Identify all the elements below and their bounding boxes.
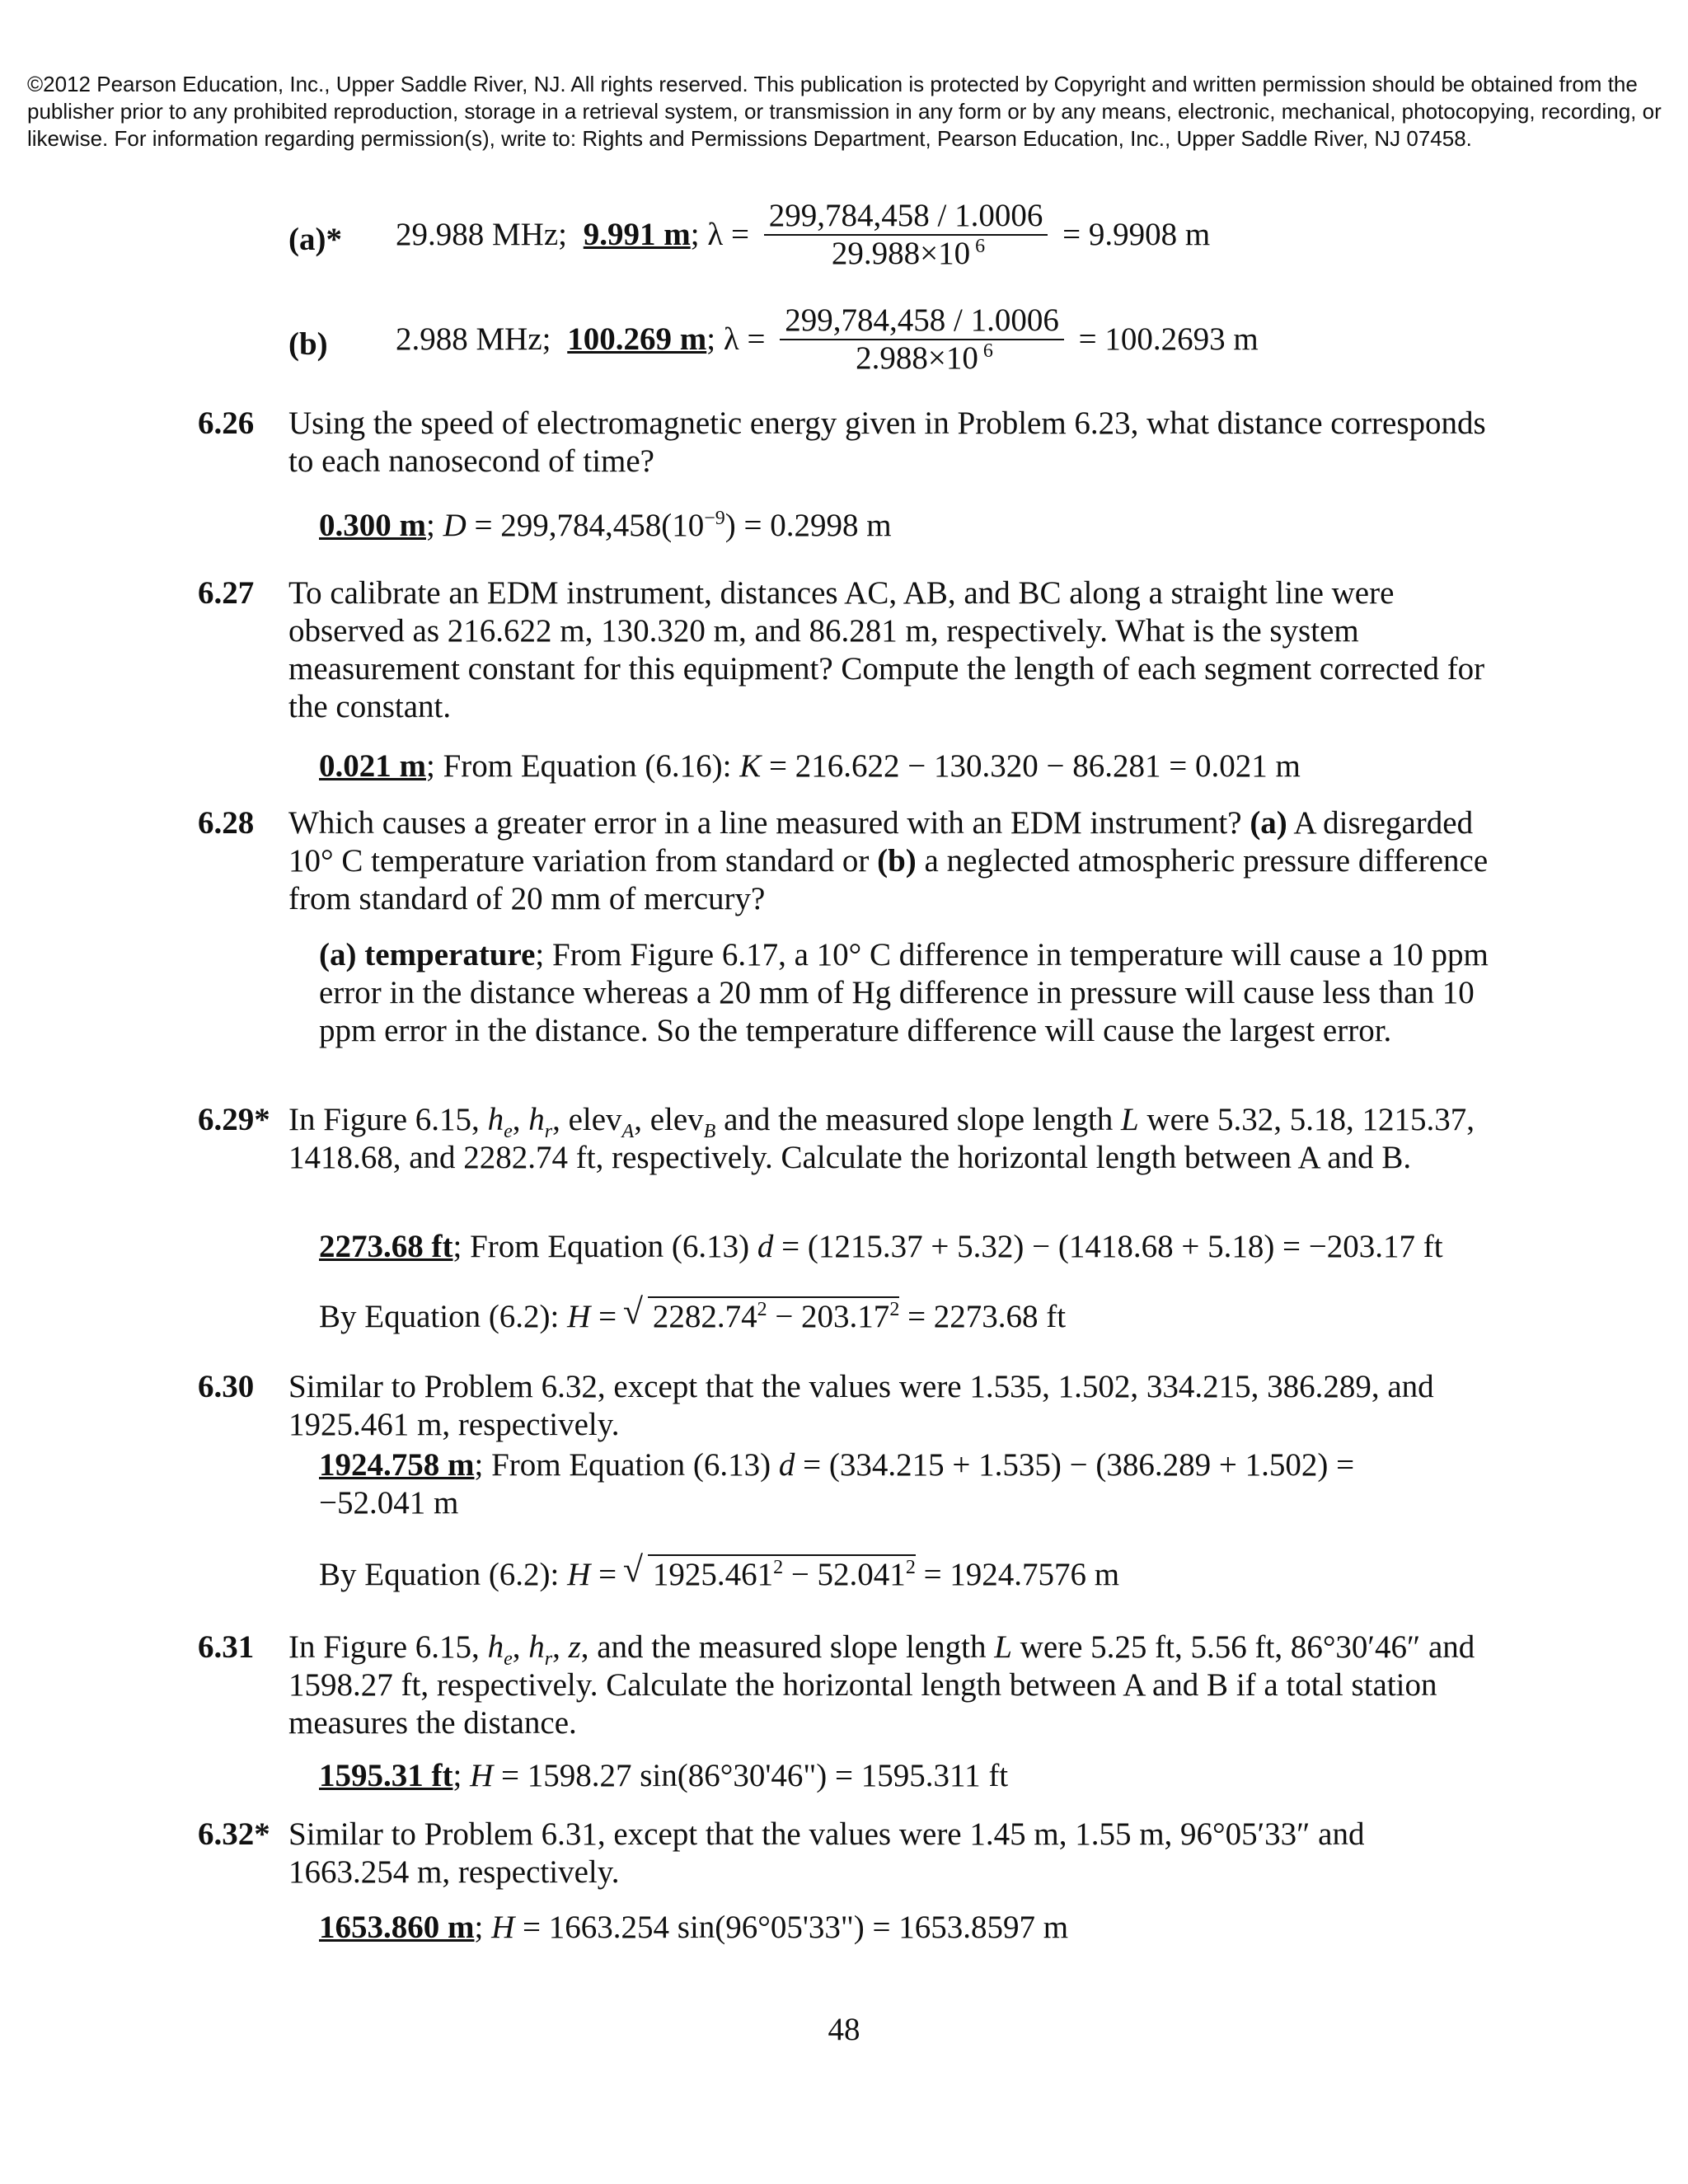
problem-number: 6.28 — [198, 805, 255, 841]
answer-625b: 100.269 m — [567, 321, 707, 357]
square-root: √ $1925.461^2 - 52.041^2$ — [648, 1554, 916, 1594]
problem-number: 6.27 — [198, 575, 255, 611]
fraction-denominator: 2.988×10 $^6$ — [856, 340, 993, 376]
problem-625b-line — [396, 302, 1259, 377]
fraction-denominator: 29.988×10 $^6$ — [831, 236, 986, 271]
problem-number: 6.26 — [198, 405, 255, 441]
answer-625a: 9.991 m — [583, 217, 691, 252]
problem-number: 6.29* — [198, 1102, 270, 1137]
answer-627: 0.021 m — [319, 748, 426, 784]
fraction-numerator: 299,784,458 / 1.0006 — [764, 198, 1048, 236]
frequency-b: 2.988 MHz; — [396, 321, 551, 357]
problem-631-question: In Figure 6.15, $h_e$, $h_r$, z, and the measured slope length L were 5.25 ft, 5.56 ft, 86°30′46″ and 1598.27 ft, respectively. Calculate the horizontal length between A and B if a total station measures the distance. — [288, 1629, 1475, 1741]
problem-632-question: Similar to Problem 6.31, except that the values were 1.45 m, 1.55 m, 96°05′33″ and 1663.254 m, respectively. — [288, 1816, 1365, 1890]
page-number: 48 — [828, 2012, 860, 2047]
copyright-notice: ©2012 Pearson Education, Inc., Upper Saddle River, NJ. All rights reserved. This publication is protected by Copyright and written permission should be obtained from the publisher prior to any prohibited reproduction, storage in a retrieval system, or transmission in any form or by any means, electronic, mechanical, photocopying, recording, or likewise. For information regarding permission(s), write to: Rights and Permissions Department, Pearson Education, Inc., Upper Saddle River, NJ 07458. — [27, 72, 1662, 151]
square-root: √ $2282.74^2 - 203.17^2$ — [648, 1296, 900, 1336]
answer-630: 1924.758 m — [319, 1447, 475, 1483]
problem-627-answer: 0.021 m; From Equation (6.16): K = 216.622 − 130.320 − 86.281 = 0.021 m — [319, 748, 1301, 784]
part-a-label: (a)* — [288, 222, 342, 257]
fraction-625b — [780, 302, 1064, 377]
problem-629-answer: 2273.68 ft; From Equation (6.13) d = (1215.37 + 5.32) − (1418.68 + 5.18) = −203.17 ft — [319, 1229, 1443, 1264]
frequency-a: 29.988 MHz; — [396, 217, 567, 252]
fraction-625a — [764, 198, 1048, 272]
part-b-label: (b) — [288, 326, 328, 362]
result-625a: = 9.9908 m — [1062, 217, 1211, 252]
problem-number: 6.30 — [198, 1369, 255, 1404]
problem-number: 6.31 — [198, 1629, 255, 1665]
answer-626: 0.300 m — [319, 508, 426, 543]
problem-630-equation: By Equation (6.2): H = √ $1925.461^2 - 52.041^2 = 1924.7576$ m — [319, 1554, 1489, 1594]
answer-628: (a) temperature — [319, 937, 536, 972]
problem-626-question: Using the speed of electromagnetic energy given in Problem 6.23, what distance corresponds to each nanosecond of time? — [288, 405, 1486, 479]
problem-626-answer: 0.300 m; $D = 299,784,458(10^{-9}) = 0.2998$ m — [319, 508, 892, 543]
problem-628-question: Which causes a greater error in a line measured with an EDM instrument? (a) A disregarded 10° C temperature variation from standard or (b) a neglected atmospheric pressure difference from standard of 20 mm of mercury? — [288, 805, 1489, 916]
problem-630-question: Similar to Problem 6.32, except that the values were 1.535, 1.502, 334.215, 386.289, and 1925.461 m, respectively. — [288, 1369, 1434, 1442]
fraction-numerator: 299,784,458 / 1.0006 — [780, 302, 1064, 340]
problem-628-answer: (a) temperature; From Figure 6.17, a 10° C difference in temperature will cause a 10 ppm error in the distance whereas a 20 mm of Hg difference in pressure will cause less than 10 ppm error in the distance. So the temperature difference will cause the largest error. — [319, 937, 1489, 1048]
answer-629: 2273.68 ft — [319, 1229, 453, 1264]
problem-630-answer: 1924.758 m; From Equation (6.13) d = (334.215 + 1.535) − (386.289 + 1.502) = −52.041 m — [319, 1447, 1355, 1521]
problem-631-answer: 1595.31 ft; H = 1598.27 sin(86°30'46") = 1595.311 ft — [319, 1758, 1009, 1793]
problem-629-equation: By Equation (6.2): H = √ $2282.74^2 - 203.17^2 = 2273.68$ ft — [319, 1296, 1489, 1336]
problem-number: 6.32* — [198, 1816, 270, 1852]
lambda-a: ; λ = — [690, 217, 749, 252]
result-625b: = 100.2693 m — [1078, 321, 1259, 357]
problem-629-question: In Figure 6.15, $h_e$, $h_r$, elev$_A$, elev$_B$ and the measured slope length L were 5.32, 5.18, 1215.37, 1418.68, and 2282.74 ft, respectively. Calculate the horizontal length between A and B. — [288, 1102, 1475, 1175]
lambda-b: ; λ = — [706, 321, 766, 357]
answer-632: 1653.860 m — [319, 1910, 475, 1945]
problem-627-question: To calibrate an EDM instrument, distances AC, AB, and BC along a straight line were observed as 216.622 m, 130.320 m, and 86.281 m, respectively. What is the system measurement constant for this equipment? Compute the length of each segment corrected for the constant. — [288, 575, 1485, 724]
problem-625a-line — [396, 198, 1210, 272]
answer-631: 1595.31 ft — [319, 1758, 453, 1793]
problem-632-answer: 1653.860 m; H = 1663.254 sin(96°05'33") = 1653.8597 m — [319, 1910, 1069, 1945]
